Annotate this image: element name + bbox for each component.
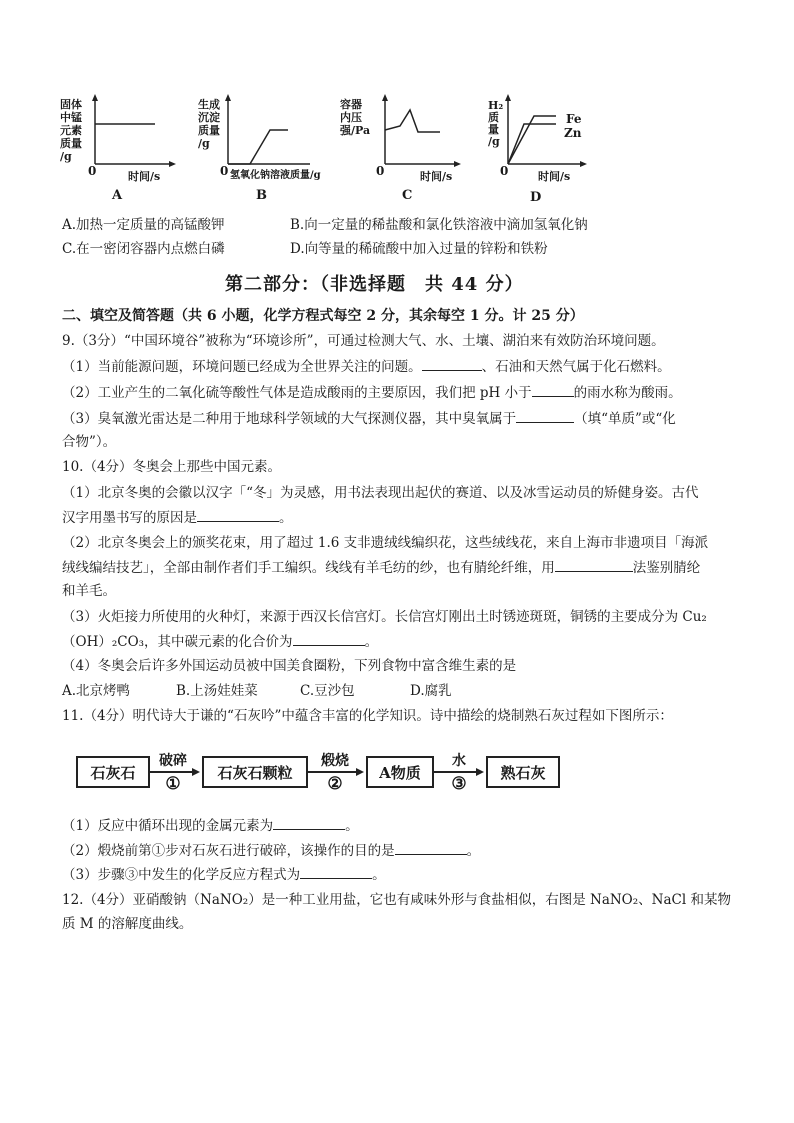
- q9-part1-text: （1）当前能源问题，环境问题已经成为全世界关注的问题。: [62, 359, 422, 375]
- q9-blank-1[interactable]: [422, 356, 482, 371]
- q10-part1-line2: [62, 507, 293, 528]
- section2-title: 二、填空及简答题（共 6 小题，化学方程式每空 2 分，其余每空 1 分。计 25 分）: [62, 308, 584, 324]
- q9-part2-tail: 的雨水称为酸雨。: [573, 385, 682, 401]
- q10-stem: 10.（4分）冬奥会上那些中国元素。: [62, 459, 282, 475]
- q11-part1-tail: 。: [345, 818, 359, 834]
- q11-part2-text: （2）煅烧前第①步对石灰石进行破碎，该操作的目的是: [62, 843, 395, 859]
- graph-b-origin: 0: [220, 164, 229, 178]
- q10-option-a: A.北京烤鸭: [62, 683, 131, 699]
- graph-d: [488, 92, 598, 207]
- graph-b-ylabel-4: /g: [198, 137, 210, 150]
- q10-part3-tail: 。: [364, 634, 379, 650]
- q9-blank-2[interactable]: [532, 382, 574, 397]
- graph-c-ylabel-3: 强/Pa: [340, 124, 371, 137]
- q11-part3: [62, 864, 386, 885]
- q8-option-d: D.向等量的稀硫酸中加入过量的锌粉和铁粉: [290, 241, 548, 257]
- q10-part1-tail: 。: [279, 510, 293, 526]
- graph-d-label-fe: Fe: [566, 112, 582, 126]
- graph-d-ylabel-2: 质: [488, 111, 499, 124]
- flow-step-crush: 破碎: [159, 753, 187, 769]
- q10-part3-text: （OH）₂CO₃，其中碳元素的化合价为: [62, 634, 293, 650]
- q8-option-a: A.加热一定质量的高锰酸钾: [62, 217, 225, 233]
- q11-part2-tail: 。: [466, 843, 481, 859]
- graph-d-curve-fe: [508, 116, 556, 164]
- graph-a-axes: [60, 92, 180, 182]
- graph-b-ylabel-3: 质量: [198, 124, 220, 137]
- graph-a-ylabel-5: /g: [60, 150, 72, 163]
- graph-d-label-zn: Zn: [564, 126, 582, 140]
- q11-blank-3[interactable]: [300, 864, 372, 879]
- graph-c-curve: [385, 110, 440, 132]
- graph-d-ylabel-3: 量: [488, 123, 499, 136]
- q10-blank-2[interactable]: [555, 557, 633, 572]
- q10-option-d: D.腐乳: [410, 683, 452, 699]
- q10-option-c: C.豆沙包: [300, 683, 355, 699]
- q10-blank-3[interactable]: [293, 631, 365, 646]
- q11-part1: [62, 815, 359, 836]
- flow-num-3: ③: [451, 774, 467, 794]
- q11-part3-text: （3）步骤③中发生的化学反应方程式为: [62, 867, 301, 883]
- flow-box-limestone-granules: 石灰石颗粒: [202, 756, 308, 788]
- q10-part3-line2: [62, 631, 378, 652]
- q10-part2-line3: 和羊毛。: [62, 583, 116, 599]
- graph-d-ylabel-4: /g: [488, 135, 500, 148]
- flow-box-limestone: 石灰石: [76, 756, 150, 788]
- q10-part1-line1: （1）北京冬奥的会徽以汉字「“冬」为灵感，用书法表现出起伏的赛道、以及冰雪运动员的矫健身姿。古代: [62, 485, 699, 501]
- q10-option-b: B.上汤娃娃菜: [176, 683, 258, 699]
- q12-line2: 质 M 的溶解度曲线。: [62, 916, 193, 932]
- graph-d-xlabel: 时间/s: [538, 170, 571, 183]
- q10-part3-line1: （3）火炬接力所使用的火种灯，来源于西汉长信宫灯。长信宫灯刚出土时锈迹斑斑，铜锈的主要成分为 Cu₂: [62, 609, 707, 625]
- flow-box-substance-a: A物质: [366, 756, 434, 788]
- q10-part2-line1: （2）北京冬奥会上的颁奖花束，用了超过 1.6 支非遗绒线编织花，这些绒线花，来自上海市非遗项目「海派: [62, 535, 709, 551]
- q12-line1: 12.（4分）亚硝酸钠（NaNO₂）是一种工业用盐，它也有咸味外形与食盐相似，右图是 NaNO₂、NaCl 和某物: [62, 892, 731, 908]
- graph-b-ylabel-2: 沉淀: [198, 111, 220, 124]
- graph-c-ylabel-1: 容器: [340, 98, 362, 111]
- q11-blank-2[interactable]: [395, 840, 467, 855]
- q8-option-b: B.向一定量的稀盐酸和氯化铁溶液中滴加氢氧化钠: [290, 217, 588, 233]
- graph-a-label: A: [112, 188, 123, 203]
- graph-c-xlabel: 时间/s: [420, 170, 453, 183]
- graph-b-ylabel-1: 生成: [198, 98, 220, 111]
- flow-step-calcine: 煅烧: [321, 753, 349, 769]
- q9-part3: [62, 408, 676, 429]
- q11-stem: 11.（4分）明代诗大于谦的“石灰吟”中蕴含丰富的化学知识。诗中描绘的烧制熟石灰过程如下图所示：: [62, 708, 673, 724]
- graph-c-origin: 0: [376, 164, 385, 178]
- q9-stem: 9.（3分）“中国环境谷”被称为“环境诊所”，可通过检测大气、水、土壤、湖泊来有效防治环境问题。: [62, 333, 665, 349]
- flow-num-2: ②: [327, 774, 343, 794]
- q8-option-c: C.在一密闭容器内点燃白磷: [62, 241, 225, 257]
- graph-d-ylabel-1: H₂: [488, 99, 504, 112]
- q10-part2-tail: 法鉴别腈纶: [632, 560, 701, 576]
- q9-part3-tail: （填“单质”或“化: [574, 411, 676, 427]
- graph-b-curve: [228, 130, 288, 164]
- graph-a: [60, 92, 180, 207]
- q11-part1-text: （1）反应中循环出现的金属元素为: [62, 818, 274, 834]
- q10-part4: （4）冬奥会后许多外国运动员被中国美食圈粉，下列食物中富含维生素的是: [62, 658, 517, 674]
- flow-box-slaked-lime: 熟石灰: [486, 756, 560, 788]
- flow-step-water: 水: [452, 753, 466, 769]
- q11-flow-diagram: [66, 736, 566, 800]
- graph-c-ylabel-2: 内压: [340, 111, 362, 124]
- q10-blank-1[interactable]: [197, 507, 279, 522]
- graph-a-xlabel: 时间/s: [128, 170, 161, 183]
- graph-b-xlabel: 氢氧化钠溶液质量/g: [230, 170, 321, 181]
- graph-a-origin: 0: [88, 164, 97, 178]
- q9-part1: [62, 356, 671, 377]
- graph-d-label: D: [530, 190, 542, 205]
- q10-part1-text: 汉字用墨书写的原因是: [62, 510, 197, 526]
- q10-part2-line2: [62, 557, 700, 578]
- part2-title: 第二部分：（非选择题 共 44 分）: [225, 274, 524, 295]
- q11-blank-1[interactable]: [273, 815, 345, 830]
- q9-part1-tail: 、石油和天然气属于化石燃料。: [481, 359, 671, 375]
- graph-d-curve-zn: [508, 124, 556, 164]
- q11-part3-tail: 。: [372, 867, 386, 883]
- graph-b-label: B: [256, 188, 267, 203]
- q11-part2: [62, 840, 480, 861]
- graph-b: [198, 92, 328, 207]
- graph-a-ylabel-2: 中锰: [60, 111, 82, 124]
- graph-a-ylabel-4: 质量: [60, 137, 82, 150]
- graph-c: [340, 92, 470, 207]
- graph-d-origin: 0: [500, 164, 509, 178]
- q9-part3-cont: 合物”）。: [62, 434, 117, 450]
- flow-num-1: ①: [165, 774, 181, 794]
- q10-part2-text: 绒线编结技艺」，全部由制作者们手工编织。线线有羊毛纺的纱，也有腈纶纤维，用: [62, 560, 555, 576]
- graph-c-label: C: [402, 188, 413, 203]
- q9-part2: [62, 382, 682, 403]
- q9-part2-text: （2）工业产生的二氧化硫等酸性气体是造成酸雨的主要原因，我们把 pH 小于: [62, 385, 532, 401]
- graph-a-ylabel-3: 元素: [60, 124, 82, 137]
- graph-a-ylabel-1: 固体: [60, 98, 82, 111]
- q9-blank-3[interactable]: [516, 408, 574, 423]
- q9-part3-text: （3）臭氧激光雷达是二种用于地球科学领域的大气探测仪器，其中臭氧属于: [62, 411, 517, 427]
